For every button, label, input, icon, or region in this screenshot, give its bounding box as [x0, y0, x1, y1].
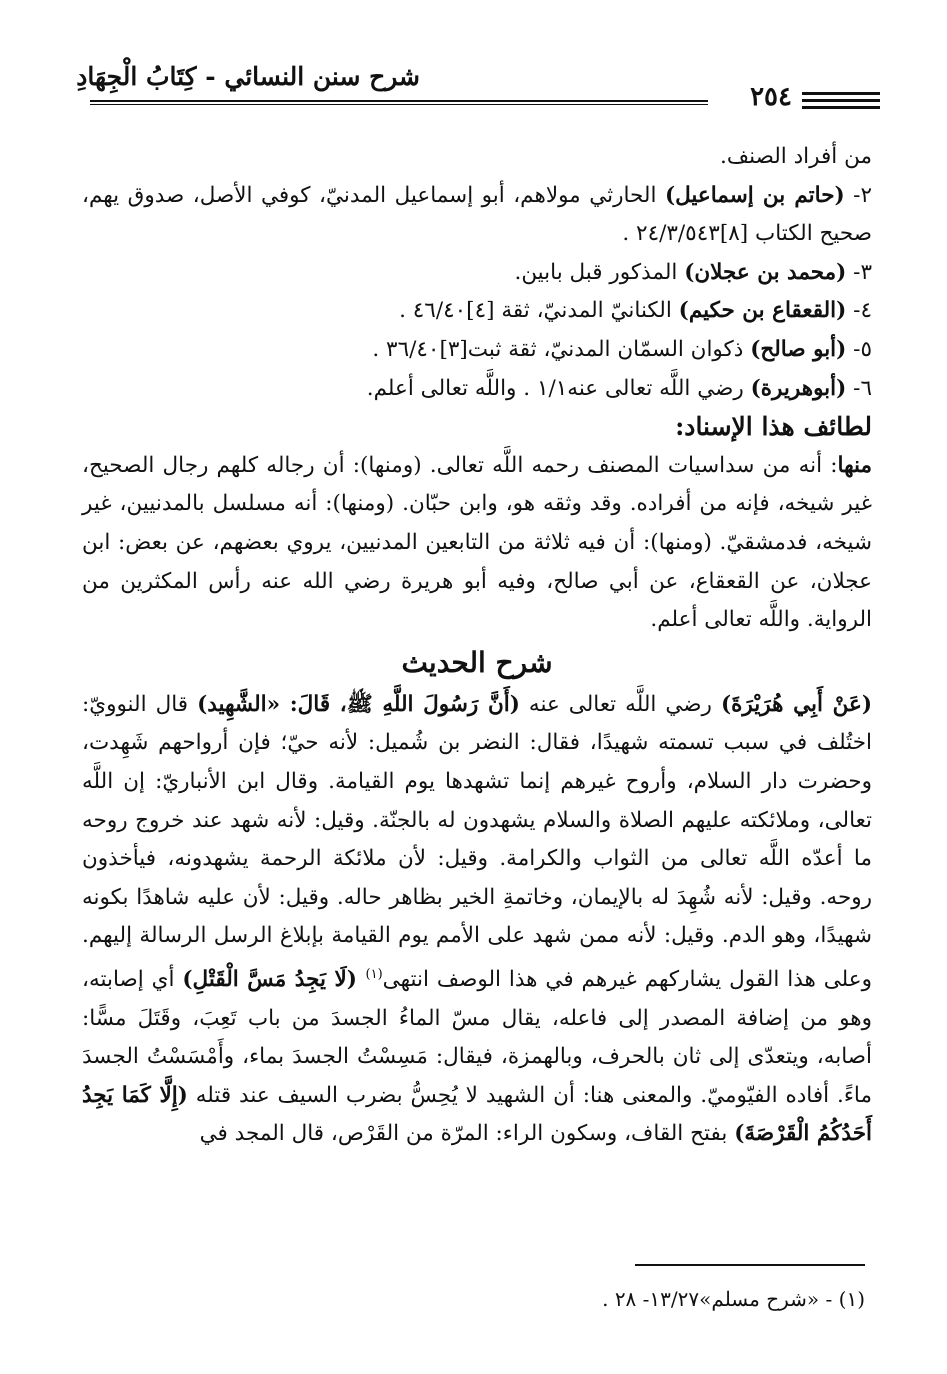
hadith-commentary-3: بفتح القاف، وسكون الراء: المرّة من القَرْص، قال المجد في: [199, 1121, 735, 1147]
hadith-quote: (أَنَّ رَسُولَ اللَّهِ ﷺ، قَالَ: «الشَّهِيد): [197, 691, 520, 717]
narrator-number: ٣-: [853, 259, 872, 285]
narrator-number: ٥-: [853, 336, 872, 362]
narrator-name: (أبوهريرة): [750, 375, 847, 401]
narrator-item: [82, 370, 872, 409]
hadith-commentary-2: أي إصابته، وهو من إضافة المصدر إلى فاعله، يقال مسّ الماءُ الجسدَ من باب تَعِبَ، وقَتَلَ مسًّا: أصابه، ويتعدّى إلى ثان بالحرف، وبالهمزة، فيقال: مَسِسْتُ الجسدَ بماء، وأَمْسَسْتُ الجسدَ ماءً. أفاده الفيّوميّ. والمعنى هنا: أن الشهيد لا يُحِسُّ بضرب السيف عند قتله: [82, 967, 872, 1108]
narrator-item: [82, 254, 872, 293]
hadith-quote-3: (إِلَّا كَمَا يَجِدُ أَحَدُكُمُ الْقَرْصَةَ): [82, 1082, 872, 1147]
narrator-number: ٤-: [853, 298, 872, 324]
hadith-commentary: قال النوويّ: اختُلف في سبب تسمته شهيدًا، فقال: النضر بن شُميل: لأنه حيّ؛ فإن أرواحهم شَهِدت، وحضرت دار السلام، وأروح غيرهم إنما تشهدها يوم القيامة. وقال ابن الأنباريّ: إن اللَّه تعالى، وملائكته عليهم الصلاة والسلام يشهدون له بالجنّة. وقيل: لأنه شهد عند خروج روحه ما أعدّه اللَّه تعالى من الثواب والكرامة. وقيل: لأن ملائكة الرحمة يشهدونه، فيأخذون روحه. وقيل: لأنه شُهِدَ له بالإيمان، وخاتمةِ الخير بظاهر حاله. وقيل: لأن عليه شاهدًا بكونه شهيدًا، وهو الدم. وقيل: لأنه ممن شهد على الأمم يوم القيامة بإبلاغ الرسل الرسالة إليهم. وعلى هذا القول يشاركهم غيرهم في هذا الوصف انتهى: [82, 691, 872, 993]
body-text: [82, 138, 872, 1154]
narrator-name: (أبو صالح): [750, 336, 847, 362]
page-number-block: [708, 82, 880, 118]
narrator-item: [82, 292, 872, 331]
continuation-line: من أفراد الصنف.: [720, 144, 872, 169]
isnad-paragraph: [82, 447, 872, 640]
narrator-description: المذكور قبل بابين.: [514, 259, 685, 285]
isnad-lead: منها: [837, 452, 872, 478]
page-number: ٢٥٤: [750, 82, 792, 112]
narrator-number: ٢-: [853, 182, 872, 208]
narrator-name: (محمد بن عجلان): [684, 259, 847, 285]
isnad-text: : أنه من سداسيات المصنف رحمه اللَّه تعالى. (ومنها): أن رجاله كلهم رجال الصحيح، غير شيخه، فإنه من أفراده. وقد وثقه هو، وابن حبّان. (ومنها): أنه مسلسل بالمدنيين، غير شيخه، فدمشقيّ. (ومنها): أن فيه ثلاثة من التابعين المدنيين، يروي بعضهم، عن بعض: ابن عجلان، عن القعقاع، عن أبي صالح، وفيه أبو هريرة رضي الله عنه رأس المكثرين من الرواية. واللَّه تعالى أعلم.: [82, 452, 872, 633]
hadith-quote-2: (لَا يَجِدُ مَسَّ الْقَتْلِ): [182, 967, 366, 993]
narrator-number: ٦-: [853, 375, 872, 401]
narrator-description: رضي اللَّه تعالى عنه١/١ . واللَّه تعالى أعلم.: [366, 375, 751, 401]
footnote-reference[interactable]: (١): [365, 966, 383, 982]
hadith-narrator: (عَنْ أَبِي هُرَيْرَةَ): [720, 691, 873, 717]
narrator-name: (حاتم بن إسماعيل): [664, 182, 845, 208]
narrator-item: [82, 177, 872, 254]
hadith-heading: شرح الحديث: [401, 645, 553, 679]
page-number-ornament: [802, 92, 880, 113]
narrator-item: [82, 331, 872, 370]
narrator-description: ذكوان السمّان المدنيّ، ثقة ثبت[٣]٣٦/٤٠ .: [372, 336, 751, 362]
footnote-rule: [635, 1264, 865, 1266]
isnad-heading: لطائف هذا الإسناد:: [675, 412, 872, 442]
narrator-description: الحارثي مولاهم، أبو إسماعيل المدنيّ، كوفي الأصل، صدوق يهم، صحيح الكتاب [٨]٢٤/٣/٥٤٣ .: [82, 182, 872, 247]
running-head: [76, 60, 880, 112]
narrator-name: (القعقاع بن حكيم): [678, 298, 847, 324]
footnote: (١) - «شرح مسلم»١٣/٢٧- ٢٨ .: [602, 1287, 865, 1311]
narrator-description: الكنانيّ المدنيّ، ثقة [٤]٤٦/٤٠ .: [399, 298, 679, 324]
hadith-paragraph: [82, 686, 872, 1154]
hadith-invocation: رضي اللَّه تعالى عنه: [519, 691, 721, 717]
running-title: شرح سنن النسائي - كِتَابُ الْجِهَادِ: [76, 62, 420, 91]
